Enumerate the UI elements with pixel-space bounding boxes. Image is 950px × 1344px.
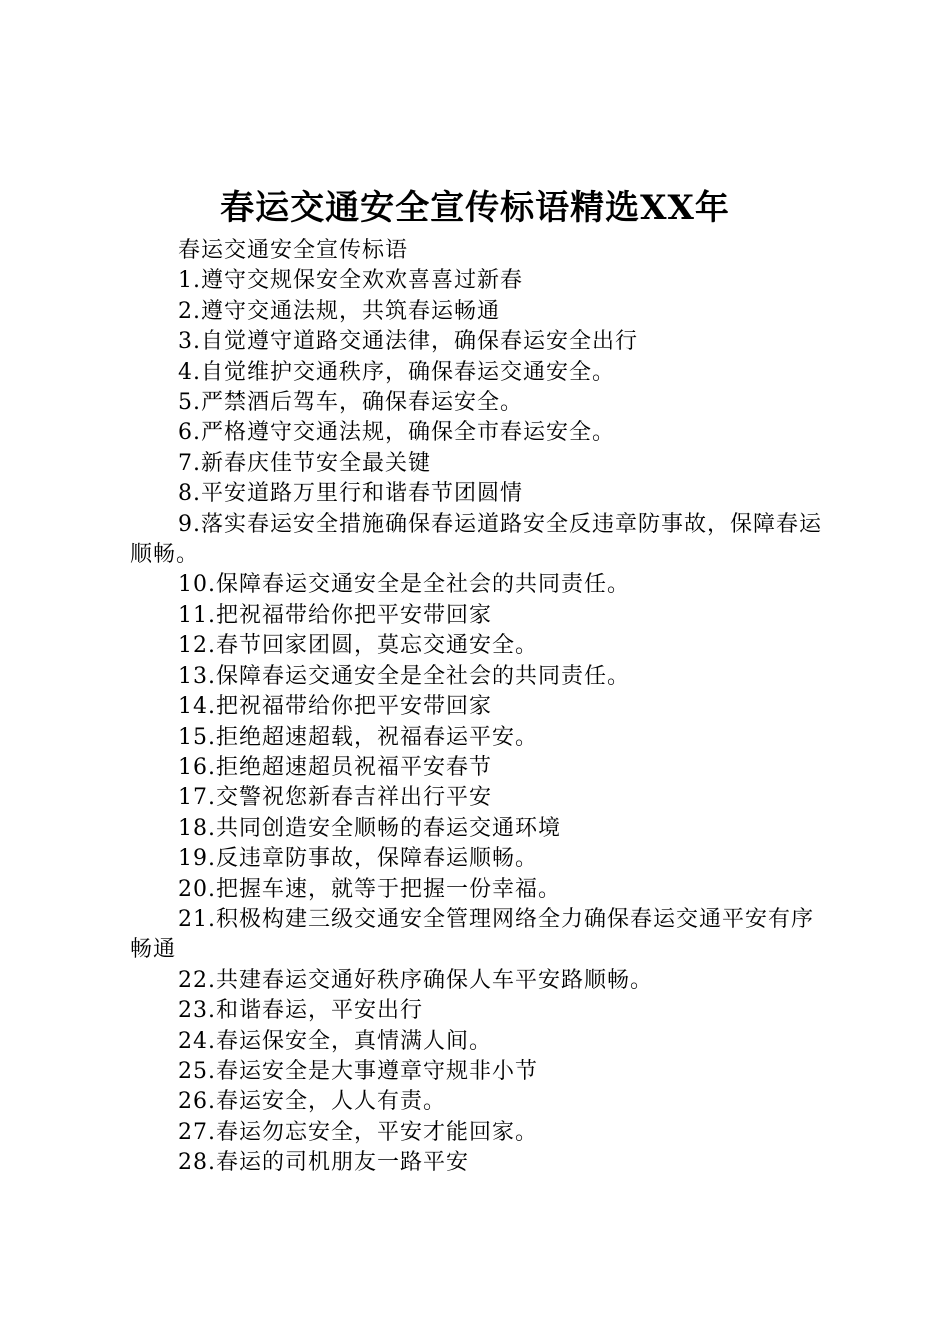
slogan-item: 26.春运安全，人人有责。 xyxy=(178,1089,446,1115)
slogan-item: 24.春运保安全，真情满人间。 xyxy=(178,1028,492,1054)
slogan-item: 9.落实春运安全措施确保春运道路安全反违章防事故，保障春运顺畅。 xyxy=(130,511,822,568)
slogan-item: 27.春运勿忘安全，平安才能回家。 xyxy=(178,1119,538,1145)
slogan-item: 28.春运的司机朋友一路平安 xyxy=(178,1150,469,1176)
slogan-item: 12.春节回家团圆，莫忘交通安全。 xyxy=(178,633,538,659)
slogan-item: 7.新春庆佳节安全最关键 xyxy=(178,450,431,476)
slogan-item: 10.保障春运交通安全是全社会的共同责任。 xyxy=(178,572,630,598)
slogan-item: 23.和谐春运，平安出行 xyxy=(178,998,423,1024)
slogan-item: 17.交警祝您新春吉祥出行平安 xyxy=(178,785,492,811)
slogan-item: 4.自觉维护交通秩序，确保春运交通安全。 xyxy=(178,359,615,385)
slogan-item: 18.共同创造安全顺畅的春运交通环境 xyxy=(178,815,561,841)
slogan-item: 8.平安道路万里行和谐春节团圆情 xyxy=(178,481,523,507)
slogan-item: 6.严格遵守交通法规，确保全市春运安全。 xyxy=(178,420,615,446)
slogan-item: 25.春运安全是大事遵章守规非小节 xyxy=(178,1058,538,1084)
slogan-item: 11.把祝福带给你把平安带回家 xyxy=(178,602,492,628)
slogan-item: 5.严禁酒后驾车，确保春运安全。 xyxy=(178,390,523,416)
slogan-item: 1.遵守交规保安全欢欢喜喜过新春 xyxy=(178,268,523,294)
slogan-item: 20.把握车速，就等于把握一份幸福。 xyxy=(178,876,561,902)
slogan-item: 15.拒绝超速超载，祝福春运平安。 xyxy=(178,724,538,750)
document-body xyxy=(130,236,830,1179)
slogan-item: 22.共建春运交通好秩序确保人车平安路顺畅。 xyxy=(178,967,653,993)
slogan-item: 16.拒绝超速超员祝福平安春节 xyxy=(178,754,492,780)
slogan-item: 21.积极构建三级交通安全管理网络全力确保春运交通平安有序畅通 xyxy=(130,906,814,963)
slogan-item: 14.把祝福带给你把平安带回家 xyxy=(178,694,492,720)
paragraph-heading: 春运交通安全宣传标语 xyxy=(178,238,409,263)
slogan-item: 19.反违章防事故，保障春运顺畅。 xyxy=(178,846,538,872)
slogan-item: 3.自觉遵守道路交通法律，确保春运安全出行 xyxy=(178,329,638,355)
document-title: 春运交通安全宣传标语精选XX年 xyxy=(220,188,730,228)
slogan-item: 2.遵守交通法规，共筑春运畅通 xyxy=(178,298,500,324)
slogan-item: 13.保障春运交通安全是全社会的共同责任。 xyxy=(178,663,630,689)
